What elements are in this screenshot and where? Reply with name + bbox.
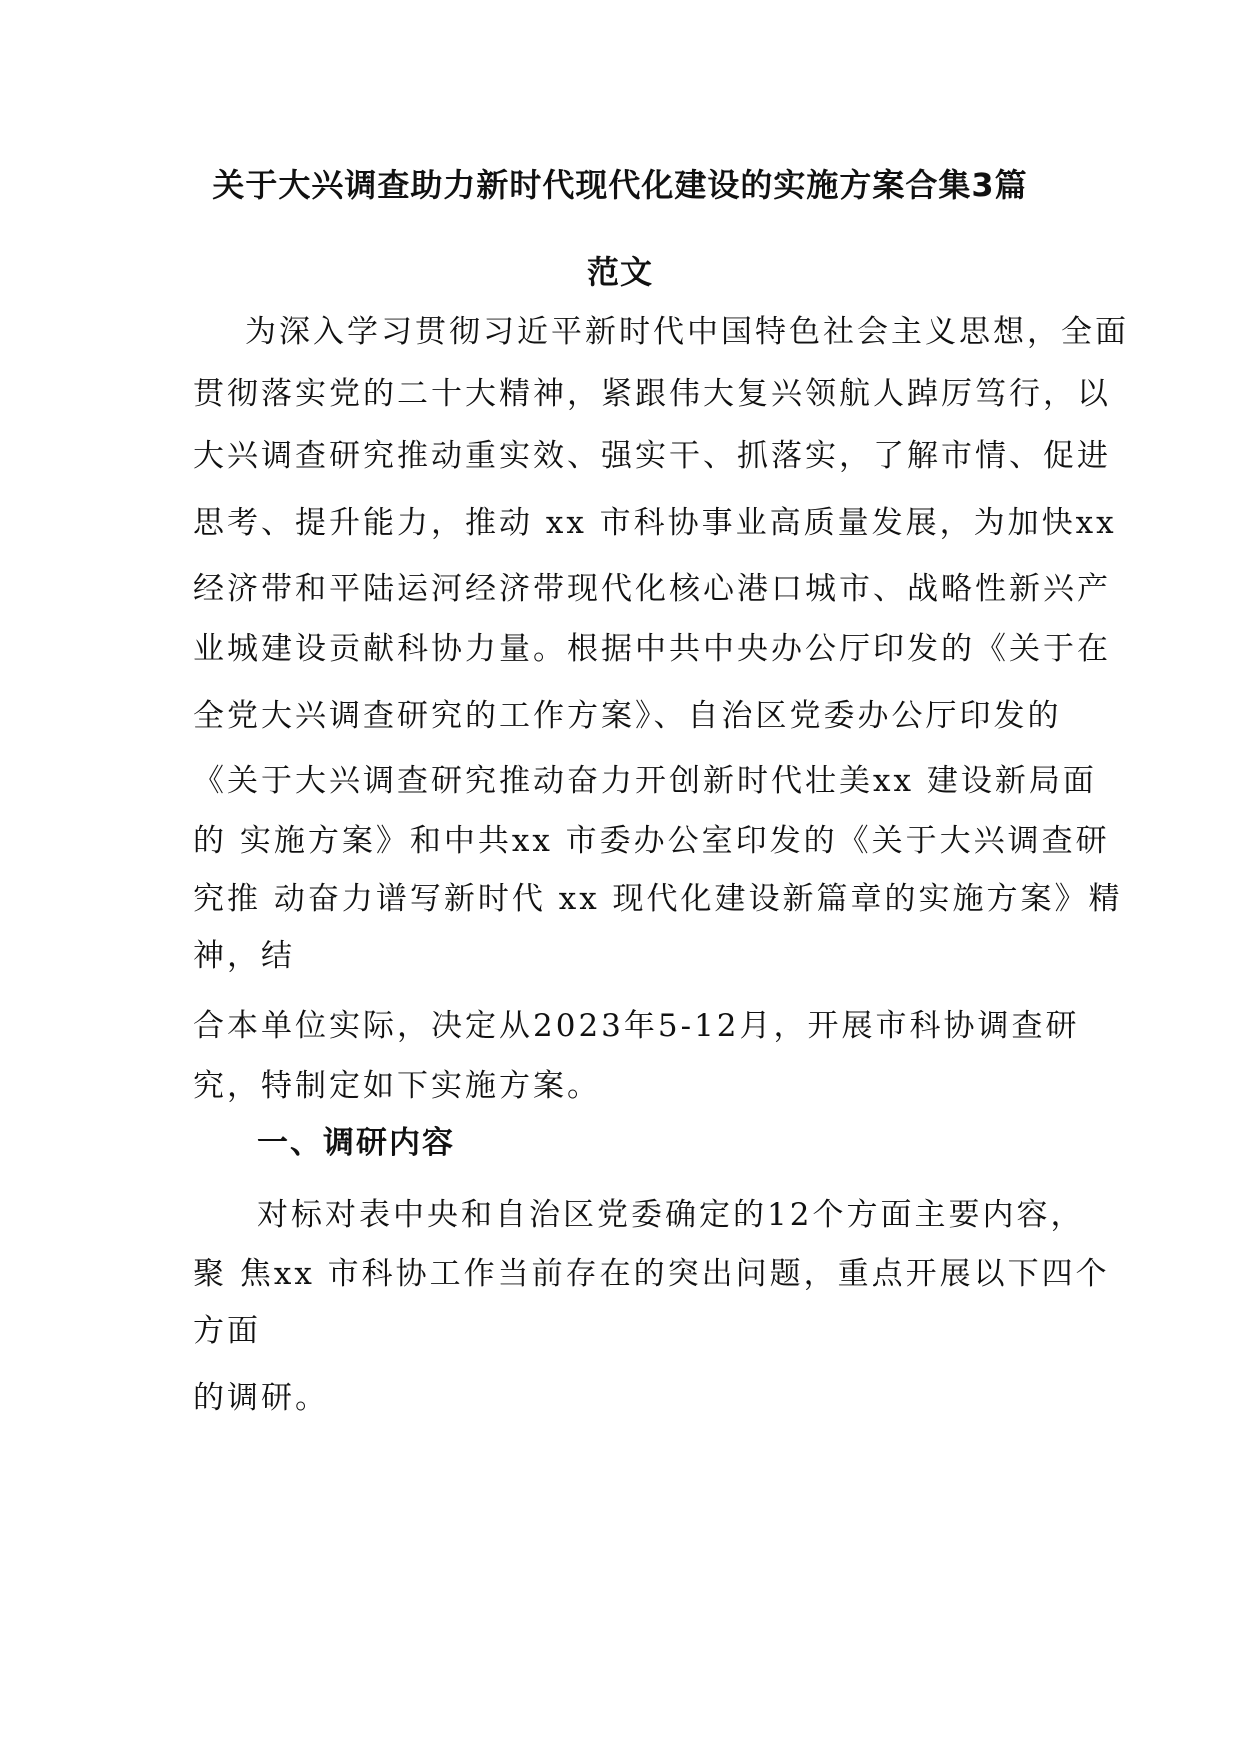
paragraph-3-line: 聚 焦xx 市科协工作当前存在的突出问题，重点开展以下四个 — [193, 1256, 1110, 1292]
paragraph-1-line: 贯彻落实党的二十大精神，紧跟伟大复兴领航人踔厉笃行，以 — [193, 376, 1111, 412]
section-heading-1: 一、调研内容 — [257, 1125, 455, 1161]
paragraph-1-line: 《关于大兴调查研究推动奋力开创新时代壮美xx 建设新局面 — [193, 763, 1097, 799]
paragraph-1-line: 的 实施方案》和中共xx 市委办公室印发的《关于大兴调查研 — [193, 823, 1110, 859]
paragraph-1-line: 全党大兴调查研究的工作方案》、自治区党委办公厅印发的 — [193, 698, 1062, 734]
document-title-line-2: 范文 — [586, 253, 653, 291]
paragraph-1-line: 业城建设贡献科协力量。根据中共中央办公厅印发的《关于在 — [193, 631, 1111, 667]
paragraph-1-line: 思考、提升能力，推动 xx 市科协事业高质量发展，为加快xx — [193, 505, 1117, 541]
paragraph-1-line: 经济带和平陆运河经济带现代化核心港口城市、战略性新兴产 — [193, 571, 1111, 607]
paragraph-1-line: 神，结 — [193, 938, 295, 974]
paragraph-4-line: 的调研。 — [193, 1380, 329, 1416]
paragraph-1-line: 为深入学习贯彻习近平新时代中国特色社会主义思想，全面 — [245, 314, 1129, 350]
paragraph-1-line: 大兴调查研究推动重实效、强实干、抓落实，了解市情、促进 — [193, 438, 1111, 474]
paragraph-2-line: 合本单位实际，决定从2023年5-12月，开展市科协调查研 — [193, 1008, 1080, 1044]
document-title-line-1: 关于大兴调查助力新时代现代化建设的实施方案合集3篇 — [212, 166, 1028, 204]
paragraph-3-line: 方面 — [193, 1313, 261, 1349]
paragraph-1-line: 究推 动奋力谱写新时代 xx 现代化建设新篇章的实施方案》精 — [193, 881, 1123, 917]
paragraph-3-line: 对标对表中央和自治区党委确定的12个方面主要内容， — [257, 1197, 1085, 1233]
paragraph-2-line: 究，特制定如下实施方案。 — [193, 1068, 601, 1104]
